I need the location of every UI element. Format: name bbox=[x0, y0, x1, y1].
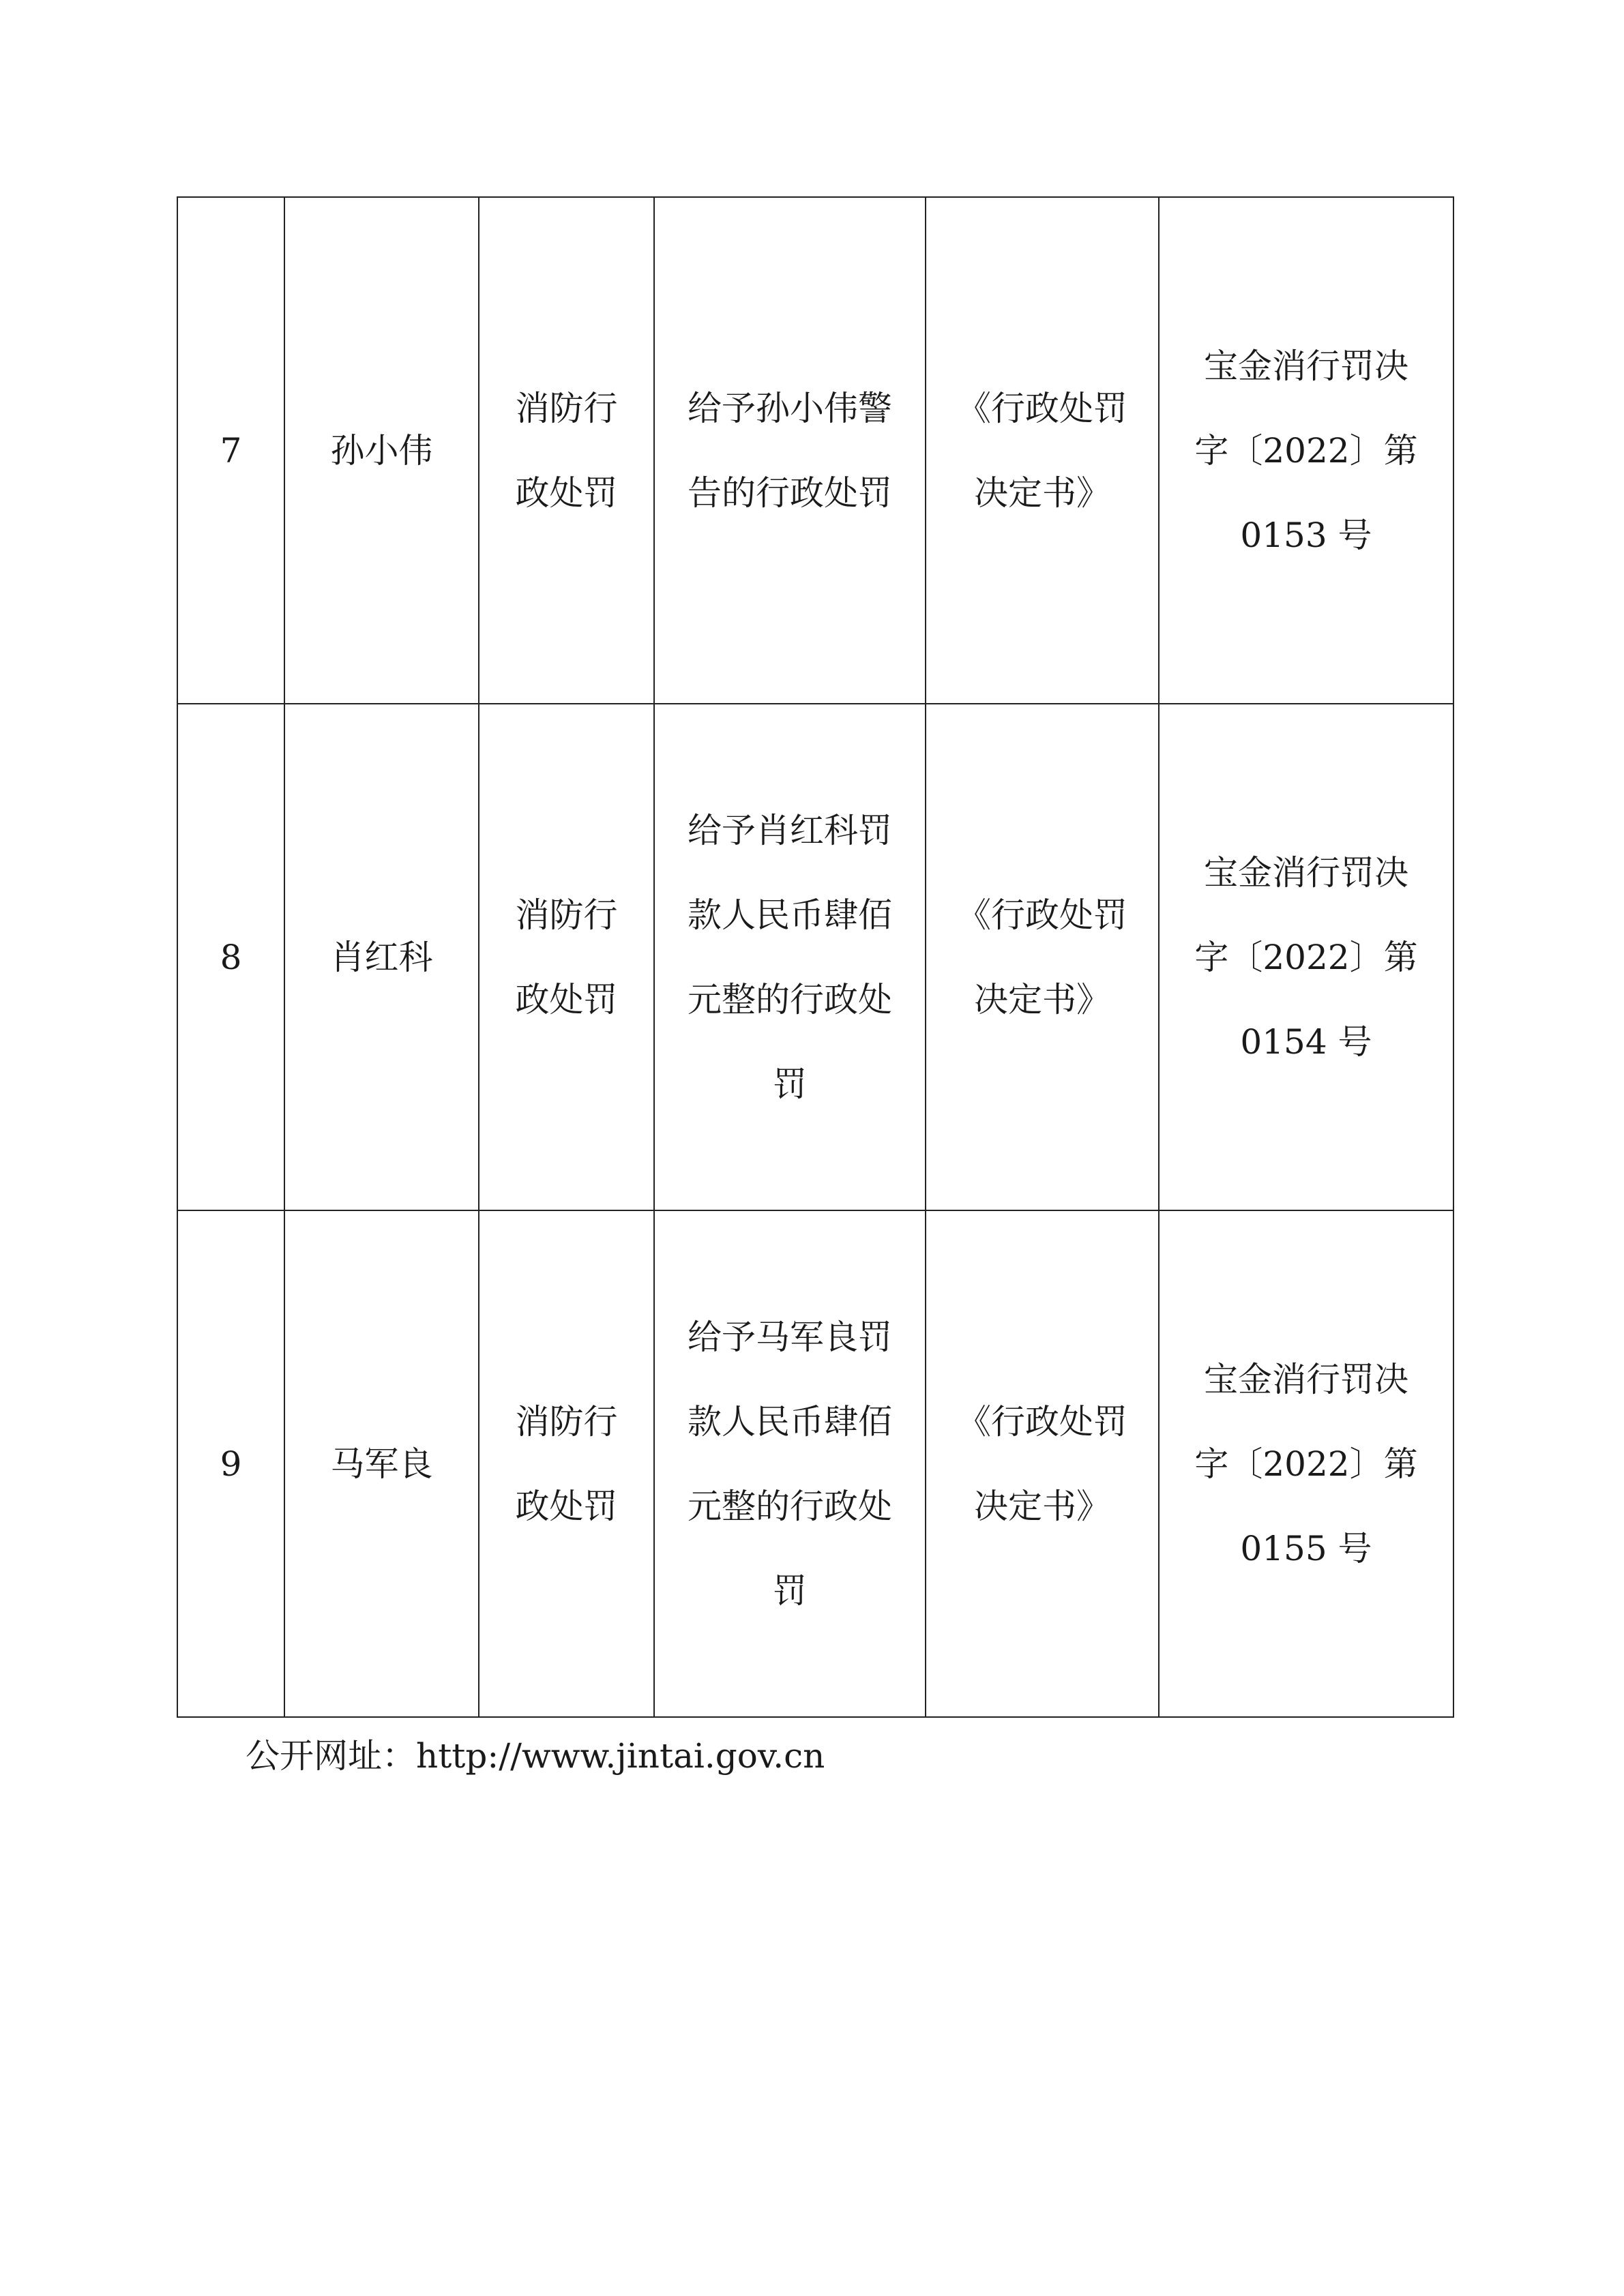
row-index: 8 bbox=[220, 937, 242, 977]
type-cell bbox=[479, 1210, 654, 1717]
content-cell bbox=[654, 197, 926, 704]
basis-line: 决定书》 bbox=[974, 1486, 1110, 1526]
content-line: 罚 bbox=[773, 1570, 807, 1611]
content-line: 款人民币肆佰 bbox=[688, 1401, 892, 1442]
doc-number-line: 字〔2022〕第 bbox=[1194, 1444, 1418, 1484]
basis-cell bbox=[926, 197, 1159, 704]
name-cell bbox=[284, 197, 479, 704]
table-row bbox=[177, 197, 1453, 704]
type-cell bbox=[479, 704, 654, 1210]
penalty-records-table bbox=[177, 196, 1454, 1718]
type-line: 消防行 bbox=[515, 388, 618, 428]
name-cell bbox=[284, 1210, 479, 1717]
table-row bbox=[177, 704, 1453, 1210]
type-line: 政处罚 bbox=[515, 979, 618, 1019]
basis-line: 决定书》 bbox=[974, 979, 1110, 1019]
doc-number-line: 0153 号 bbox=[1240, 515, 1372, 555]
party-name: 马军良 bbox=[330, 1444, 433, 1484]
row-index: 7 bbox=[220, 430, 242, 471]
basis-line: 《行政处罚 bbox=[957, 388, 1127, 428]
content-cell bbox=[654, 704, 926, 1210]
content-line: 给予马军良罚 bbox=[688, 1317, 892, 1357]
row-index: 9 bbox=[220, 1444, 242, 1484]
content-line: 元整的行政处 bbox=[688, 979, 892, 1019]
row-index-cell bbox=[177, 704, 284, 1210]
doc-number-line: 宝金消行罚决 bbox=[1204, 346, 1408, 386]
content-line: 款人民币肆佰 bbox=[688, 895, 892, 935]
content-line: 给予肖红科罚 bbox=[688, 810, 892, 850]
basis-line: 《行政处罚 bbox=[957, 895, 1127, 935]
type-cell bbox=[479, 197, 654, 704]
public-url-line: 公开网址：http://www.jintai.gov.cn bbox=[246, 1736, 825, 1776]
name-cell bbox=[284, 704, 479, 1210]
doc-number-line: 字〔2022〕第 bbox=[1194, 430, 1418, 471]
doc-number-cell bbox=[1159, 197, 1453, 704]
doc-number-cell bbox=[1159, 1210, 1453, 1717]
party-name: 孙小伟 bbox=[330, 430, 433, 471]
type-line: 消防行 bbox=[515, 1401, 618, 1442]
content-line: 告的行政处罚 bbox=[688, 473, 892, 513]
doc-number-line: 0155 号 bbox=[1240, 1528, 1372, 1568]
content-cell bbox=[654, 1210, 926, 1717]
type-line: 消防行 bbox=[515, 895, 618, 935]
doc-number-line: 宝金消行罚决 bbox=[1204, 1359, 1408, 1399]
doc-number-cell bbox=[1159, 704, 1453, 1210]
basis-cell bbox=[926, 1210, 1159, 1717]
row-index-cell bbox=[177, 197, 284, 704]
doc-number-line: 宝金消行罚决 bbox=[1204, 852, 1408, 893]
basis-line: 《行政处罚 bbox=[957, 1401, 1127, 1442]
basis-cell bbox=[926, 704, 1159, 1210]
type-line: 政处罚 bbox=[515, 1486, 618, 1526]
type-line: 政处罚 bbox=[515, 473, 618, 513]
content-line: 元整的行政处 bbox=[688, 1486, 892, 1526]
table-row bbox=[177, 1210, 1453, 1717]
doc-number-line: 字〔2022〕第 bbox=[1194, 937, 1418, 977]
content-line: 罚 bbox=[773, 1064, 807, 1104]
party-name: 肖红科 bbox=[330, 937, 433, 977]
content-line: 给予孙小伟警 bbox=[688, 388, 892, 428]
doc-number-line: 0154 号 bbox=[1240, 1022, 1372, 1062]
basis-line: 决定书》 bbox=[974, 473, 1110, 513]
row-index-cell bbox=[177, 1210, 284, 1717]
